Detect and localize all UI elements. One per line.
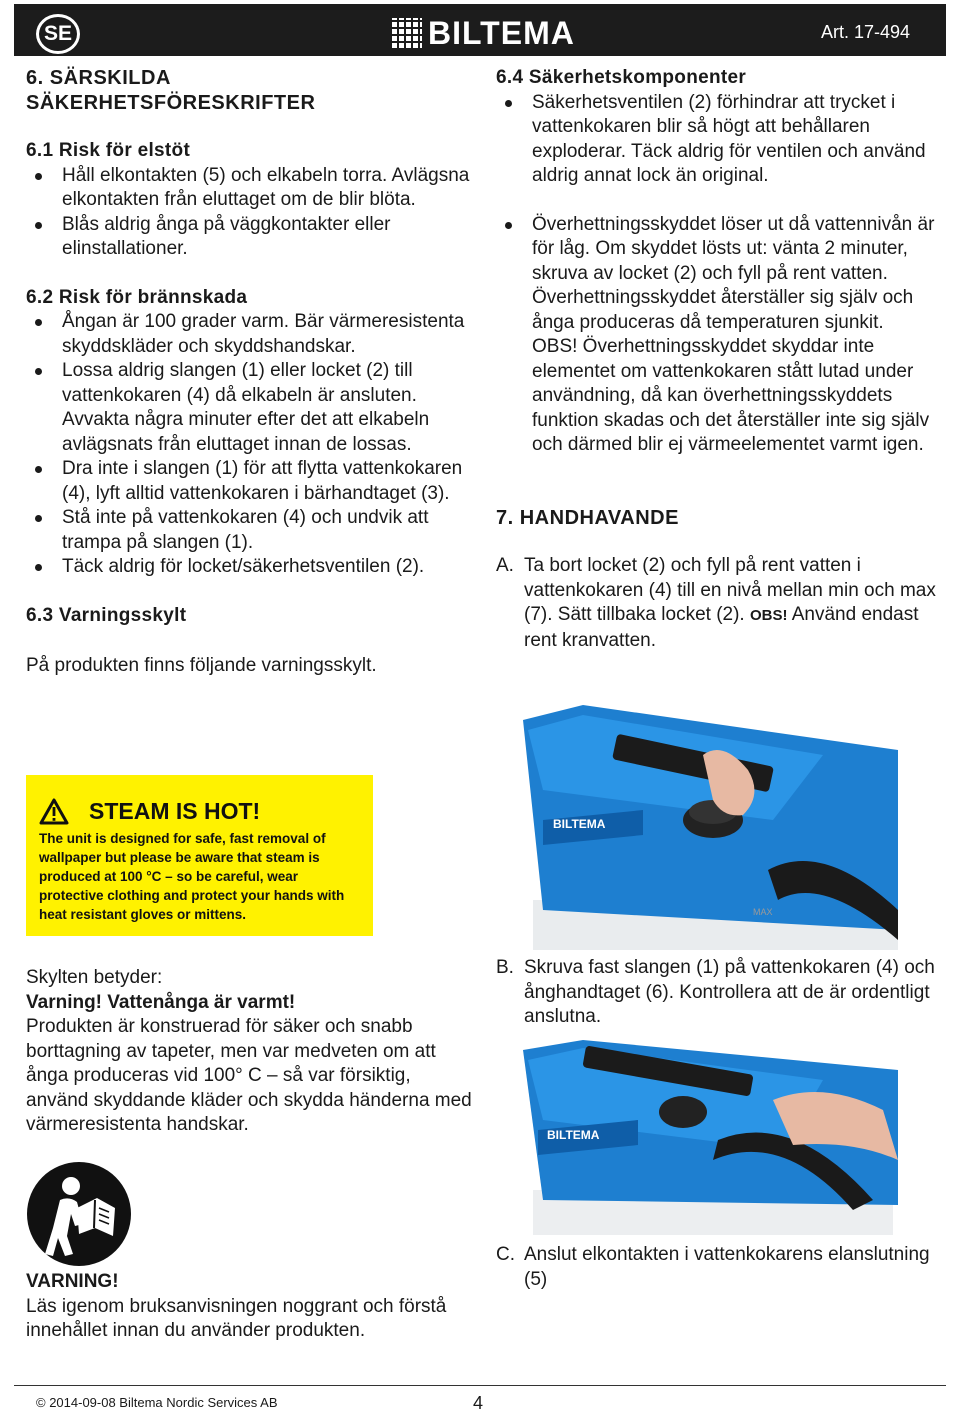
logo-text: BILTEMA [428, 14, 575, 51]
list-item: Blås aldrig ånga på väggkontakter eller elinstallationer. [26, 213, 476, 262]
step-a-tail: Använd endast rent kranvatten. [524, 604, 919, 651]
page-number: 4 [473, 1393, 484, 1413]
list-item: Håll elkontakten (5) och elkabeln torra. Avlägsna elkontakten från eluttaget om de blir blöta. [26, 164, 476, 213]
copyright-text: © 2014-09-08 Biltema Nordic Services AB [36, 1395, 278, 1410]
varning-title: VARNING! [26, 1271, 119, 1292]
section-6-4-list [496, 91, 936, 189]
left-column [26, 66, 476, 679]
varning-block [26, 1270, 476, 1344]
section-6-3-intro: På produkten finns följande varningsskylt. [26, 655, 377, 676]
checkered-flag-icon [392, 18, 422, 48]
right-column [496, 66, 936, 653]
steam-warning-sign [26, 775, 373, 936]
section-6-3-title: 6.3 Varningsskylt [26, 604, 187, 626]
photo-label: BILTEMA [547, 1128, 600, 1142]
footer-rule [14, 1385, 946, 1386]
read-manual-icon [27, 1162, 131, 1266]
section-6-title-line1: 6. SÄRSKILDA [26, 67, 171, 89]
language-badge: SE [36, 14, 80, 54]
step-c [496, 1243, 936, 1292]
list-item: Ångan är 100 grader varm. Bär värmeresistenta skyddskläder och skyddshandskar. [26, 310, 476, 359]
step-a-text: Ta bort locket (2) och fyll på rent vatten i vattenkokaren (4) till en nivå mellan min och max (7). Sätt tillbaka locket (2). [524, 555, 936, 625]
step-c-text: Anslut elkontakten i vattenkokarens elanslutning (5) [524, 1244, 930, 1290]
warning-triangle-icon [39, 798, 69, 825]
list-item: Dra inte i slangen (1) för att flytta vattenkokaren (4), lyft alltid vattenkokaren i bärhandtaget (3). [26, 457, 476, 506]
list-item: Stå inte på vattenkokaren (4) och undvik att trampa på slangen (1). [26, 506, 476, 555]
overheat-text: Överhettningsskyddet löser ut då vattennivån är för låg. Om skyddet lösts ut: vänta 2 minuter, skruva av locket (2) och fyll på rent vatten. Överhettningsskyddet återställer sig själv och ånga produceras då temperaturen sjunkit. [532, 213, 935, 333]
photo-attaching-hose [523, 1040, 898, 1235]
section-6-1-list [26, 164, 476, 262]
step-c-label: C. [496, 1244, 515, 1265]
varning-text: Läs igenom bruksanvisningen noggrant och förstå innehållet innan du använder produkten. [26, 1295, 447, 1341]
step-b-label: B. [496, 957, 514, 978]
section-6-4-list-2 [496, 213, 936, 458]
read-manual-figure [27, 1162, 131, 1266]
list-item: Säkerhetsventilen (2) förhindrar att trycket i vattenkokaren blir så högt att behållaren exploderar. Täck aldrig för ventilen och använd aldrig annat lock än original. [496, 91, 936, 189]
section-6-4-title: 6.4 Säkerhetskomponenter [496, 67, 747, 88]
warning-sign-title-row [39, 797, 359, 825]
step-b-text: Skruva fast slangen (1) på vattenkokaren (4) och ånghandtaget (6). Kontrollera att de är ordentligt anslutna. [524, 957, 935, 1027]
warning-sign-text: The unit is designed for safe, fast removal of wallpaper but please be aware that steam is produced at 100 °C – so be careful, wear protective clothing and protect your hands with heat resistant gloves or mittens. [39, 831, 345, 922]
article-number: Art. 17-494 [820, 22, 910, 42]
section-7-title: 7. HANDHAVANDE [496, 506, 679, 529]
section-6-title-line2: SÄKERHETSFÖRESKRIFTER [26, 91, 316, 114]
photo-label: BILTEMA [553, 817, 606, 831]
step-b [496, 956, 936, 1030]
footer [14, 1385, 946, 1414]
list-item: Täck aldrig för locket/säkerhetsventilen (2). [26, 555, 476, 580]
photo-max-label: MAX [753, 907, 773, 917]
section-6-2-title: 6.2 Risk för brännskada [26, 286, 248, 308]
biltema-logo [392, 16, 575, 50]
section-6-2-list [26, 310, 476, 580]
step-a-obs: OBS! [749, 607, 788, 624]
step-a [496, 554, 936, 653]
list-item [496, 213, 936, 458]
list-item: Lossa aldrig slangen (1) eller locket (2) till vattenkokaren (4) då elkabeln är ansluten. Avvakta några minuter efter det att elkabeln avlägsnats från eluttaget innan de lossas. [26, 359, 476, 457]
section-6-1-title: 6.1 Risk för elstöt [26, 140, 191, 161]
sign-meaning-text: Produkten är konstruerad för säker och snabb borttagning av tapeter, men var medveten om att ånga produceras vid 100° C – så var försiktig, använd skyddande kläder och skydda händerna med värmeresistenta handskar. [26, 1016, 472, 1135]
step-a-label: A. [496, 555, 514, 576]
photo-filling-water [523, 700, 898, 950]
sign-meaning-title: Varning! Vattenånga är varmt! [26, 991, 296, 1013]
header-bar [14, 4, 946, 56]
sign-meaning-label: Skylten betyder: [26, 967, 163, 988]
warning-sign-title: STEAM IS HOT! [89, 797, 261, 824]
sign-meaning-block [26, 966, 476, 1138]
overheat-obs-text: OBS! Överhettningsskyddet skyddar inte elementet om vattenkokaren stått lutad under användning, då kan överhettningsskyddets funktion skadas och det återställer inte sig själv och därmed blir ej värmeelementet varmt igen. [532, 336, 930, 455]
